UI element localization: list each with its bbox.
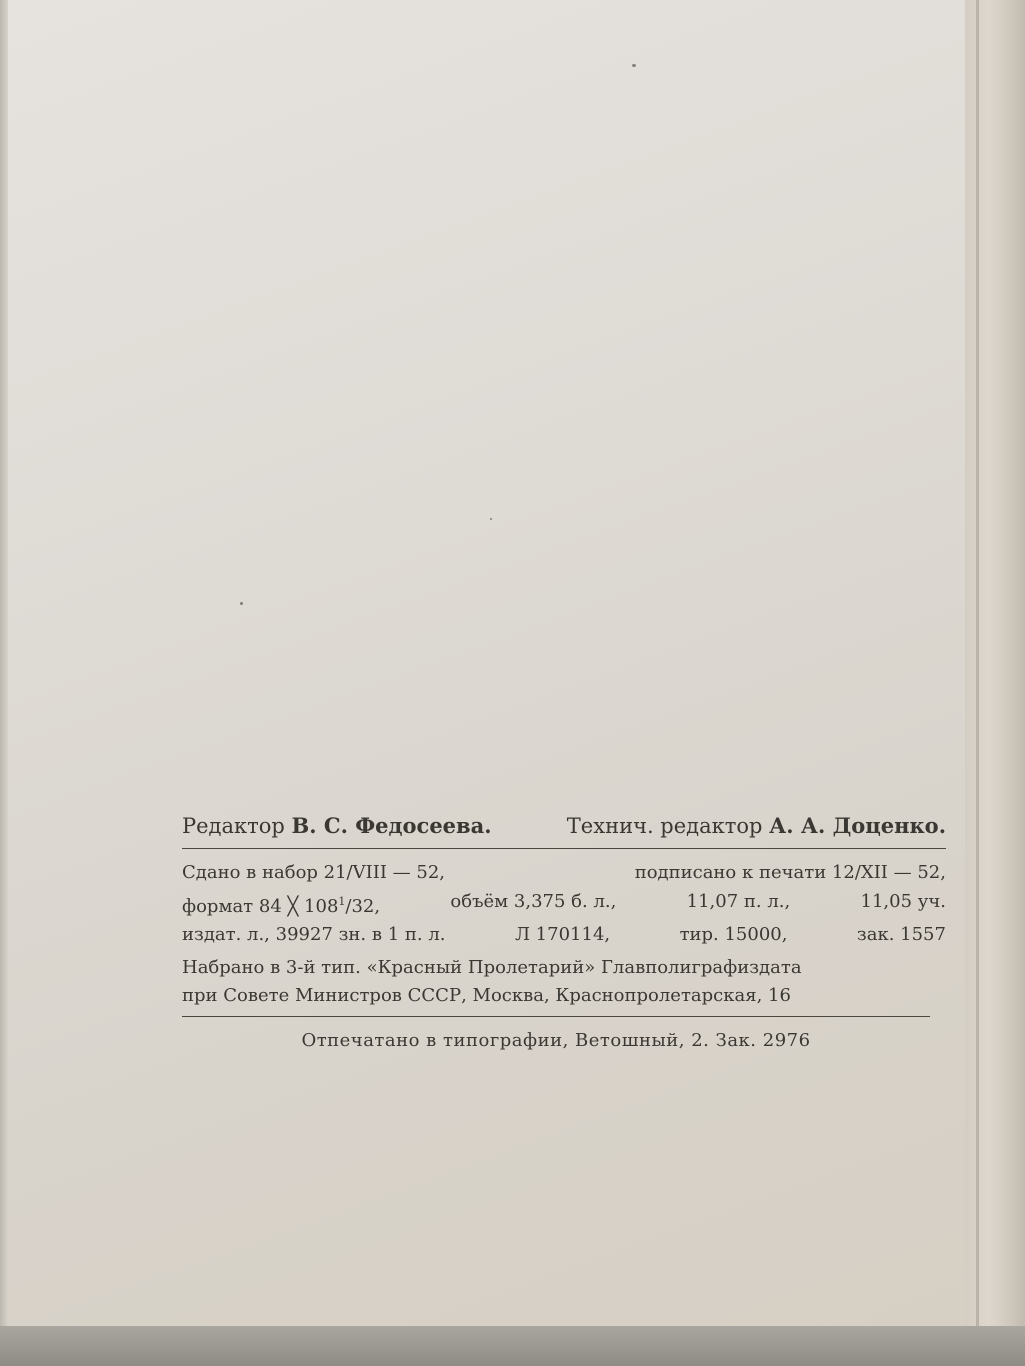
format-fraction: 1 — [338, 894, 346, 908]
publication-details — [182, 859, 946, 950]
details-line-2 — [182, 888, 946, 922]
license-number: Л 170114, — [514, 924, 611, 945]
chars-per-sheet: издат. л., 39927 зн. в 1 п. л. — [182, 924, 446, 945]
paper-speck — [240, 602, 243, 605]
paper-speck — [490, 518, 492, 520]
tech-editor-credit — [567, 812, 946, 840]
printer-info — [182, 954, 930, 1017]
details-line-3 — [182, 921, 946, 950]
spine-shadow — [976, 0, 979, 1366]
order-number: зак. 1557 — [856, 924, 946, 945]
format-text: формат 84 ╳ 108 — [182, 895, 339, 917]
editors-line — [182, 812, 946, 849]
page-edge — [0, 0, 8, 1366]
printed-sheets: 11,07 п. л., — [686, 890, 791, 912]
tech-editor-label: Технич. редактор — [566, 814, 763, 838]
book-page — [8, 0, 972, 1326]
printer-line-1: Набрано в 3-й тип. «Красный Пролетарий» Главполиграфиздата — [182, 956, 802, 978]
format-fraction-denominator: /32, — [345, 895, 381, 917]
editor-name: В. С. Федосеева. — [291, 813, 492, 838]
paper-speck — [632, 64, 636, 67]
tech-editor-name: А. А. Доценко. — [769, 813, 946, 838]
imprint-block — [182, 812, 946, 1055]
printed-at-line: Отпечатано в типографии, Ветошный, 2. Зак. 2976 — [301, 1029, 811, 1051]
volume-sheets: объём 3,375 б. л., — [450, 890, 617, 912]
signed-date: подписано к печати 12/XII — 52, — [634, 862, 946, 883]
details-line-1 — [182, 859, 946, 888]
table-surface — [0, 1326, 1025, 1366]
print-run: тир. 15000, — [679, 924, 788, 945]
book-spine — [965, 0, 1025, 1366]
printer-line-2: при Совете Министров СССР, Москва, Краснопролетарская, 16 — [182, 984, 791, 1006]
typeset-date: Сдано в набор 21/VIII — 52, — [182, 862, 446, 883]
edu-sheets: 11,05 уч. — [860, 890, 946, 912]
format-value — [182, 888, 380, 922]
editor-label: Редактор — [182, 814, 285, 838]
editor-credit — [182, 812, 492, 840]
